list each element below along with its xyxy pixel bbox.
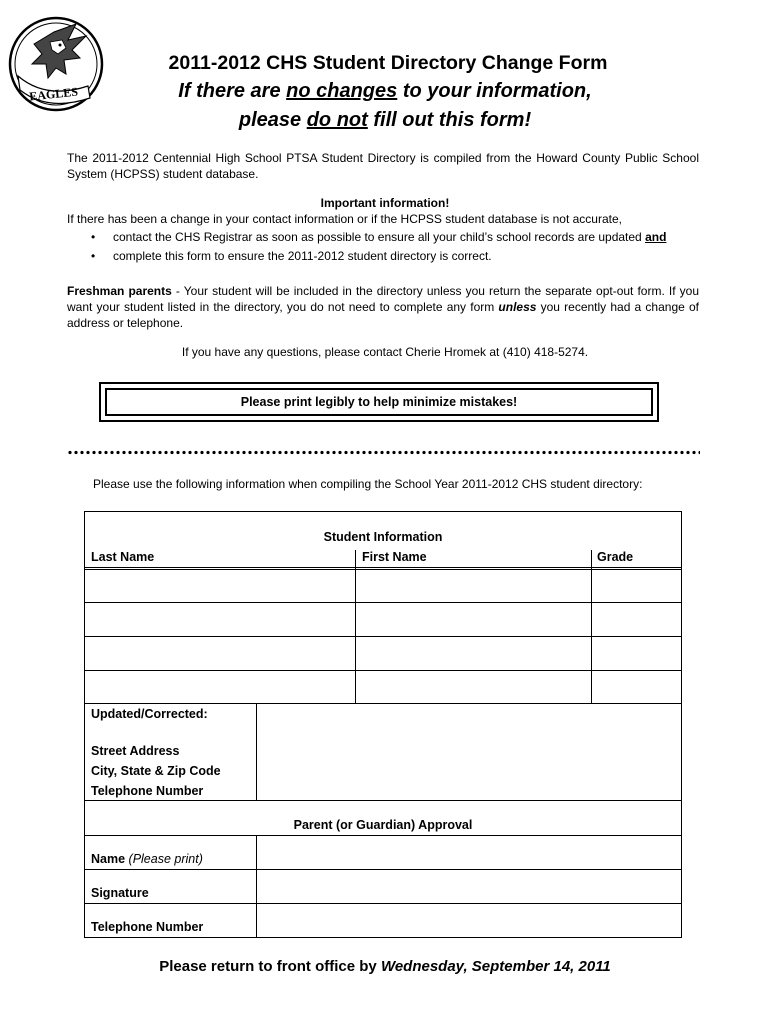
updated-corrected-label: Updated/Corrected: bbox=[91, 707, 208, 721]
last-name-field-4[interactable] bbox=[86, 672, 354, 702]
bullet-icon: • bbox=[91, 230, 96, 244]
logo-text: EAGLES bbox=[28, 84, 79, 104]
first-name-field-3[interactable] bbox=[356, 638, 590, 669]
contact-line: If you have any questions, please contact Cherie Hromek at (410) 418-5274. bbox=[181, 345, 589, 359]
dotted-cut-line bbox=[67, 450, 700, 455]
last-name-field-2[interactable] bbox=[86, 604, 354, 635]
intro-paragraph: The 2011-2012 Centennial High School PTSA Student Directory is compiled from the Howard County Public School System (HCPSS) student database. bbox=[67, 151, 699, 181]
street-address-label: Street Address bbox=[91, 744, 180, 758]
first-name-field-1[interactable] bbox=[356, 570, 590, 601]
first-name-header: First Name bbox=[362, 550, 427, 564]
city-state-zip-label: City, State & Zip Code bbox=[91, 764, 221, 778]
grade-field-1[interactable] bbox=[592, 570, 680, 601]
signature-label: Signature bbox=[91, 886, 149, 900]
student-directory-table bbox=[84, 511, 682, 938]
parent-telephone-label: Telephone Number bbox=[91, 920, 204, 934]
parent-telephone-field[interactable] bbox=[258, 905, 680, 936]
parent-name-field[interactable] bbox=[258, 837, 680, 868]
first-name-field-2[interactable] bbox=[356, 604, 590, 635]
use-info-line: Please use the following information when compiling the School Year 2011-2012 CHS student directory: bbox=[93, 477, 643, 491]
form-title: 2011-2012 CHS Student Directory Change Form bbox=[168, 52, 608, 74]
parent-approval-title: Parent (or Guardian) Approval bbox=[293, 818, 473, 832]
no-changes-notice: If there are no changes to your information, bbox=[178, 80, 592, 102]
last-name-field-1[interactable] bbox=[86, 570, 354, 601]
grade-header: Grade bbox=[597, 550, 634, 564]
grade-field-3[interactable] bbox=[592, 638, 680, 669]
grade-field-4[interactable] bbox=[592, 672, 680, 702]
first-name-field-4[interactable] bbox=[356, 672, 590, 702]
last-name-header: Last Name bbox=[91, 550, 155, 564]
student-info-title: Student Information bbox=[323, 530, 443, 544]
signature-field[interactable] bbox=[258, 871, 680, 902]
bullet-icon: • bbox=[91, 249, 96, 263]
print-notice: Please print legibly to help minimize mistakes! bbox=[105, 388, 653, 416]
parent-name-label: Name (Please print) bbox=[91, 852, 203, 866]
do-not-fill-notice: please do not fill out this form! bbox=[238, 109, 532, 131]
important-lead: If there has been a change in your contact information or if the HCPSS student database is not accurate, bbox=[67, 212, 622, 226]
important-heading: Important information! bbox=[320, 196, 450, 210]
address-field[interactable] bbox=[258, 705, 680, 799]
print-notice-box bbox=[99, 382, 659, 422]
return-instruction: Please return to front office by Wednesday, September 14, 2011 bbox=[159, 958, 611, 975]
last-name-field-3[interactable] bbox=[86, 638, 354, 669]
grade-field-2[interactable] bbox=[592, 604, 680, 635]
freshman-paragraph: Freshman parents - Your student will be included in the directory unless you return the separate opt-out form. If you want your student listed in the directory, you do not need to complete any form unless you recently had a change of address or telephone. bbox=[67, 284, 699, 330]
telephone-label: Telephone Number bbox=[91, 784, 204, 798]
